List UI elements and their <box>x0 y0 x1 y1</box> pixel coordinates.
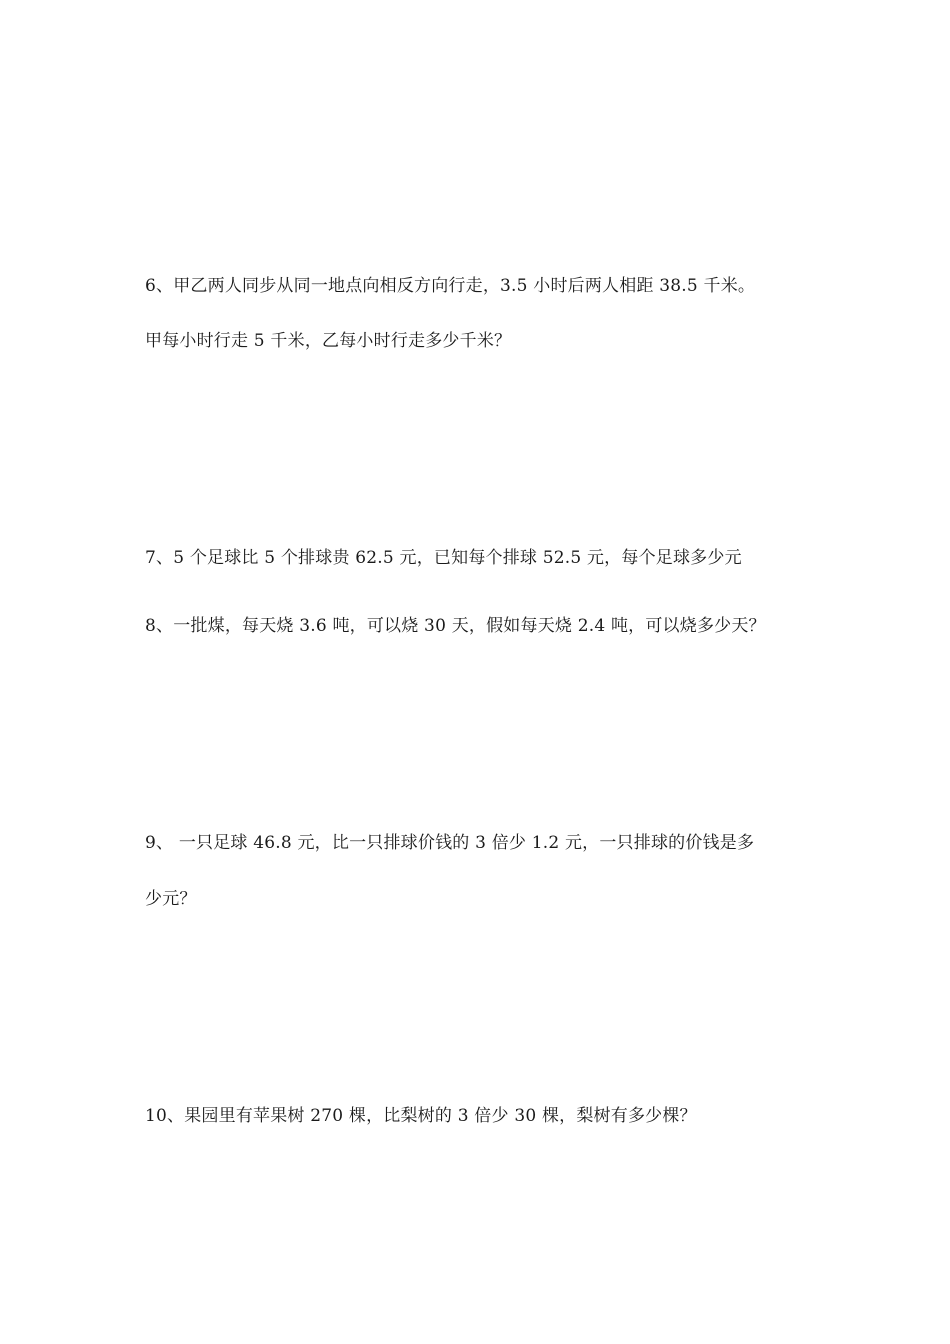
question-9-line-2: 少元？ <box>145 889 197 909</box>
question-6-line-1: 6、甲乙两人同步从同一地点向相反方向行走，3.5 小时后两人相距 38.5 千米。 <box>145 276 756 296</box>
question-6-line-2: 甲每小时行走 5 千米，乙每小时行走多少千米？ <box>145 331 512 351</box>
question-7: 7、5 个足球比 5 个排球贵 62.5 元，已知每个排球 52.5 元，每个足球多少元 <box>145 548 742 568</box>
question-10: 10、果园里有苹果树 270 棵，比梨树的 3 倍少 30 棵，梨树有多少棵？ <box>145 1106 697 1126</box>
question-8: 8、一批煤，每天烧 3.6 吨，可以烧 30 天，假如每天烧 2.4 吨，可以烧多少天？ <box>145 616 766 636</box>
question-9-line-1: 9、 一只足球 46.8 元，比一只排球价钱的 3 倍少 1.2 元，一只排球的价钱是多 <box>145 833 755 853</box>
